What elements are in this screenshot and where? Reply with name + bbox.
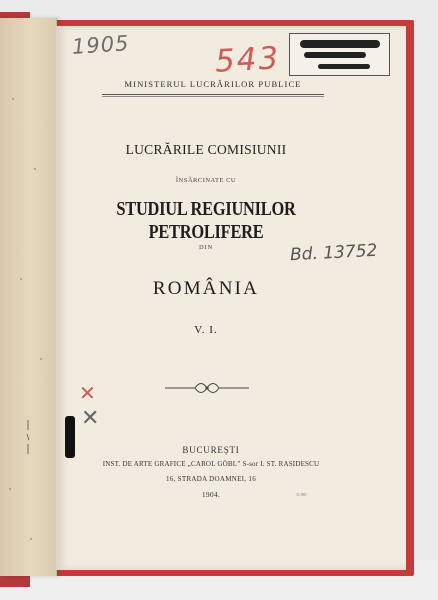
imprint-printer: INST. DE ARTE GRAFICE „CAROL GÖBL” S-sor I. ST. RASIDESCU <box>102 460 320 468</box>
endpaper-flyleaf <box>0 18 57 576</box>
title-country: ROMÂNIA <box>152 278 260 299</box>
title-line-din: DIN <box>199 244 213 251</box>
handwritten-shelf-mark: Bd. 13752 <box>289 240 378 266</box>
title-main: STUDIUL REGIUNILOR PETROLIFERE <box>116 198 296 243</box>
header-rule <box>102 94 324 95</box>
title-line-2: ÎNSĂRCINATE CU <box>175 177 237 184</box>
redaction-bar <box>318 64 370 69</box>
spine-pencil-mark <box>26 420 30 456</box>
handwritten-inventory-number: 543 <box>214 40 282 80</box>
imprint-city: BUCUREȘTI <box>182 445 240 455</box>
volume-number: V. I. <box>194 324 218 336</box>
imprint-year: 1904. <box>201 490 221 499</box>
redacted-stamp-box <box>289 33 390 76</box>
redaction-bar <box>300 40 380 48</box>
printer-code: 11.981 <box>296 492 307 497</box>
title-line-1: LUCRĂRILE COMISIUNII <box>125 142 287 157</box>
ministry-header: MINISTERUL LUCRĂRILOR PUBLICE <box>124 79 302 89</box>
red-pencil-x-mark: ✕ <box>79 381 96 405</box>
ornament-divider <box>165 381 249 395</box>
imprint-address: 16, STRADA DOAMNEI, 16 <box>165 475 257 483</box>
header-rule-thin <box>102 96 324 97</box>
handwritten-year: 1905 <box>71 31 131 59</box>
pencil-x-mark: ✕ <box>81 406 100 431</box>
redaction-bar <box>304 52 366 58</box>
